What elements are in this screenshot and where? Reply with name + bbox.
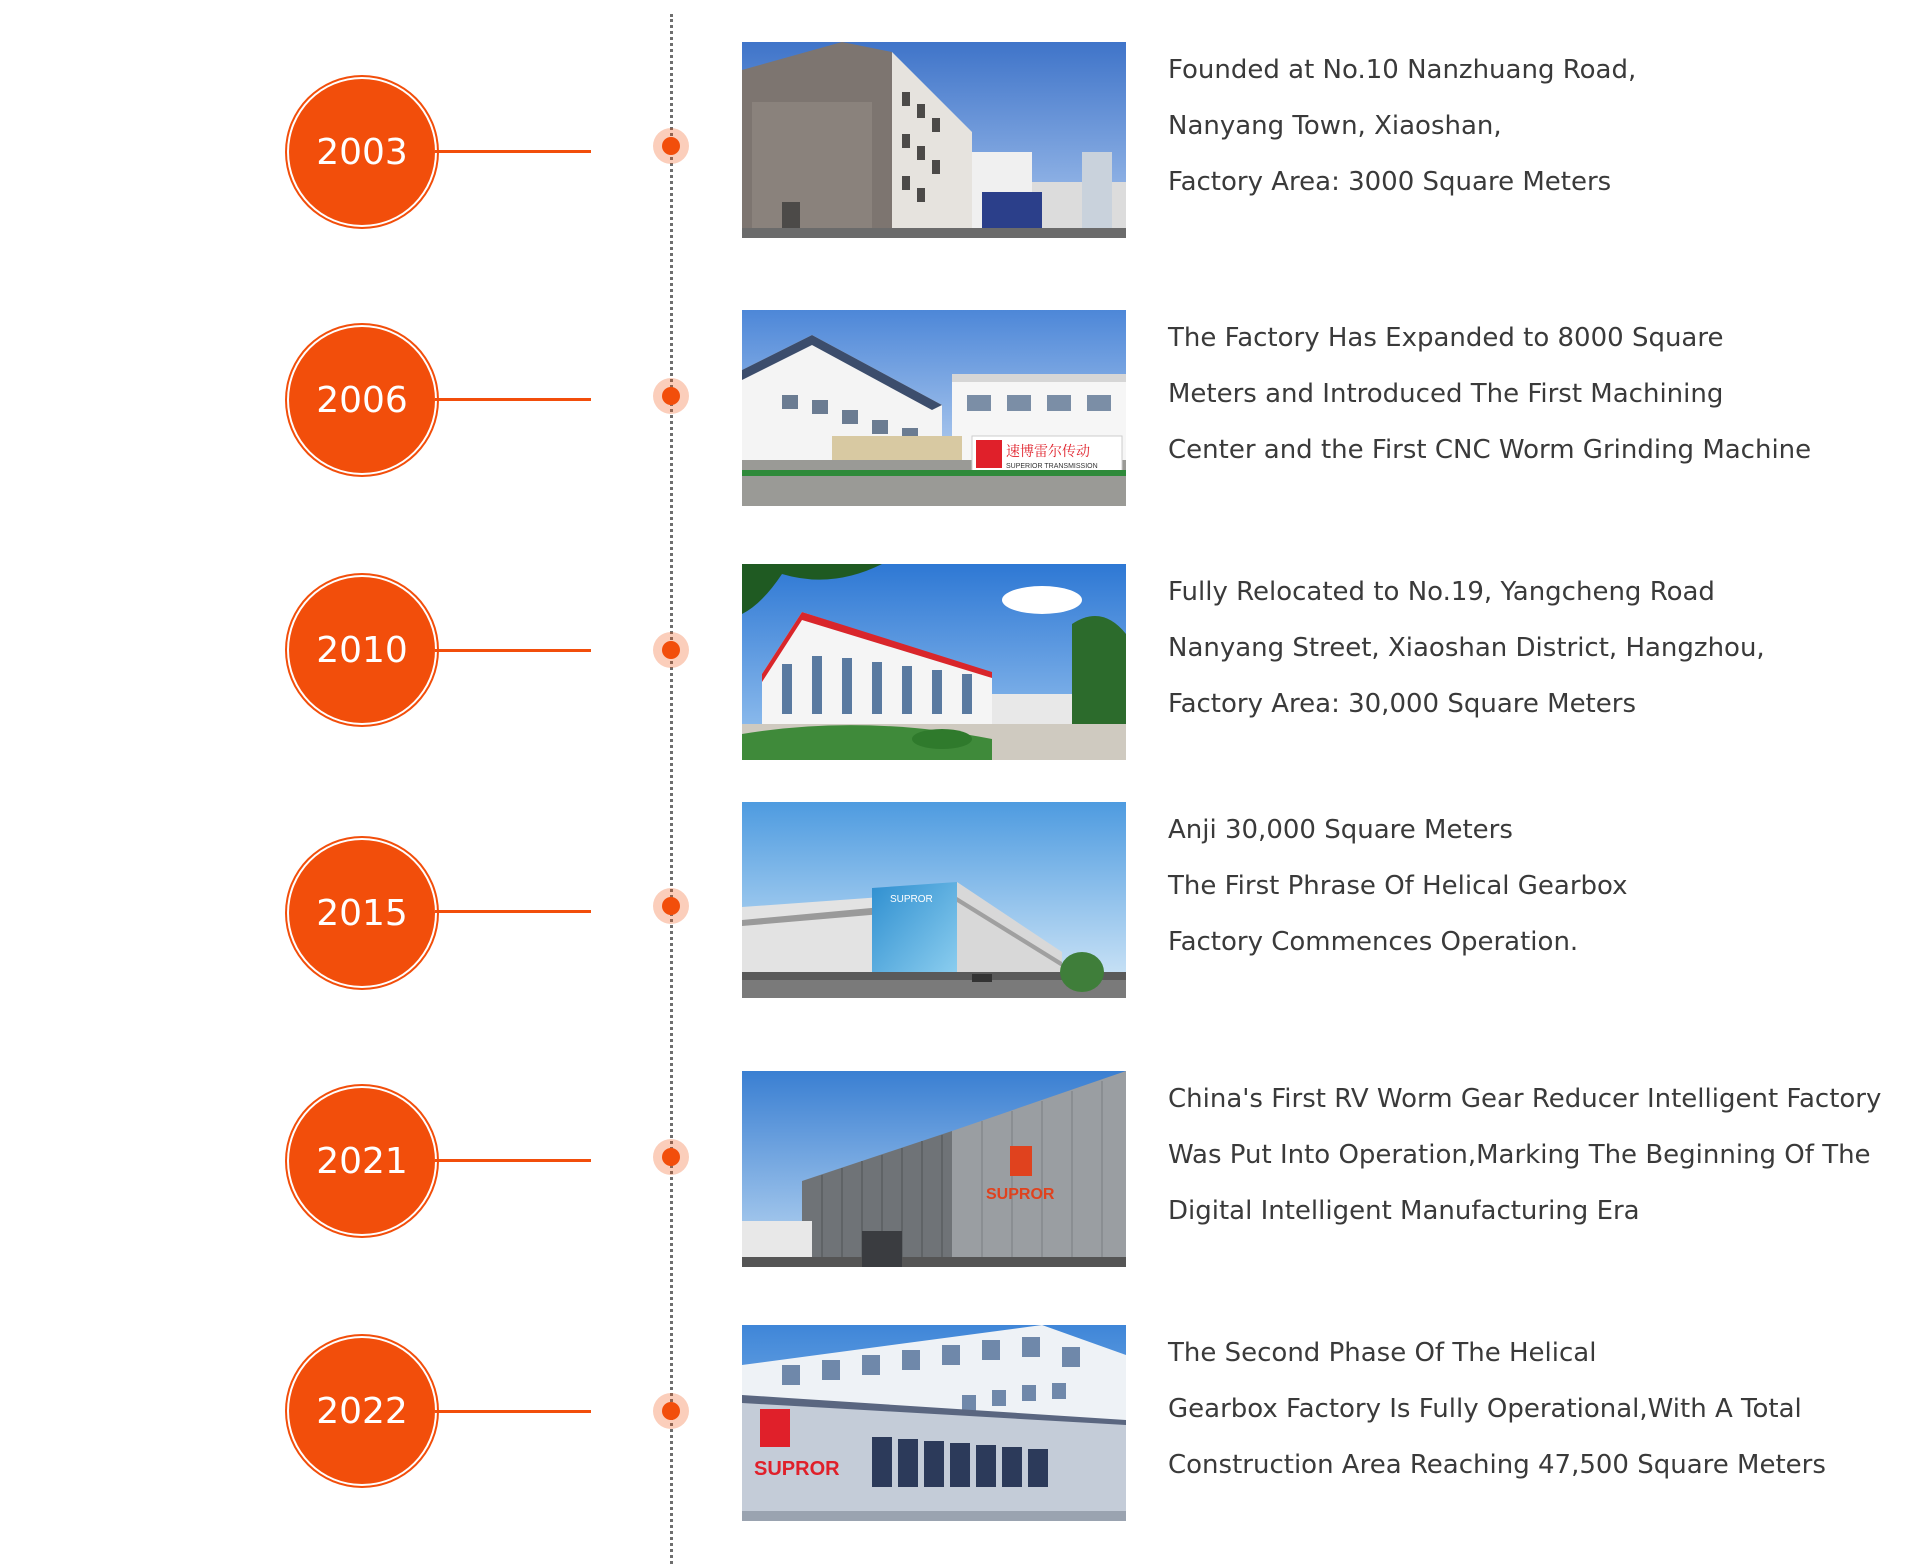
factory-photo bbox=[742, 1325, 1126, 1521]
factory-photo bbox=[742, 1071, 1126, 1267]
timeline-entry-2021 bbox=[0, 1071, 1920, 1271]
description-line: Meters and Introduced The First Machining bbox=[1168, 379, 1724, 409]
timeline-node bbox=[653, 128, 689, 164]
description-line: The Second Phase Of The Helical bbox=[1168, 1338, 1597, 1368]
timeline-entry-2022 bbox=[0, 1325, 1920, 1525]
timeline-node bbox=[653, 888, 689, 924]
year-label: 2003 bbox=[316, 131, 408, 173]
description-line: Anji 30,000 Square Meters bbox=[1168, 815, 1513, 845]
factory-photo bbox=[742, 310, 1126, 506]
year-badge bbox=[289, 79, 435, 225]
description-line: Fully Relocated to No.19, Yangcheng Road bbox=[1168, 577, 1715, 607]
description-line: Nanyang Street, Xiaoshan District, Hangzhou, bbox=[1168, 633, 1765, 663]
timeline-node bbox=[653, 1139, 689, 1175]
connector-line bbox=[435, 910, 591, 913]
entry-description bbox=[1168, 310, 1908, 478]
entry-description bbox=[1168, 564, 1908, 732]
year-label: 2022 bbox=[316, 1390, 408, 1432]
factory-photo bbox=[742, 802, 1126, 998]
description-line: Factory Area: 30,000 Square Meters bbox=[1168, 689, 1636, 719]
description-line: Factory Commences Operation. bbox=[1168, 927, 1579, 957]
description-line: China's First RV Worm Gear Reducer Intelligent Factory bbox=[1168, 1084, 1882, 1114]
year-label: 2010 bbox=[316, 629, 408, 671]
year-badge bbox=[289, 1338, 435, 1484]
factory-photo bbox=[742, 42, 1126, 238]
connector-line bbox=[435, 1410, 591, 1413]
description-line: Gearbox Factory Is Fully Operational,With A Total bbox=[1168, 1394, 1802, 1424]
year-label: 2021 bbox=[316, 1140, 408, 1182]
timeline-entry-2003 bbox=[0, 42, 1920, 242]
connector-line bbox=[435, 398, 591, 401]
timeline-entry-2006 bbox=[0, 310, 1920, 510]
entry-description bbox=[1168, 1071, 1908, 1239]
timeline-entry-2015 bbox=[0, 802, 1920, 1002]
description-line: Founded at No.10 Nanzhuang Road, bbox=[1168, 55, 1637, 85]
year-badge bbox=[289, 577, 435, 723]
sign-text: SUPROR bbox=[986, 1186, 1055, 1203]
year-badge bbox=[289, 840, 435, 986]
entry-description bbox=[1168, 42, 1908, 210]
connector-line bbox=[435, 649, 591, 652]
description-line: The First Phrase Of Helical Gearbox bbox=[1168, 871, 1628, 901]
connector-line bbox=[435, 1159, 591, 1162]
description-line: Center and the First CNC Worm Grinding Machine bbox=[1168, 435, 1812, 465]
description-line: Digital Intelligent Manufacturing Era bbox=[1168, 1196, 1640, 1226]
description-line: The Factory Has Expanded to 8000 Square bbox=[1168, 323, 1724, 353]
timeline-node bbox=[653, 1393, 689, 1429]
entry-description bbox=[1168, 802, 1908, 970]
year-badge bbox=[289, 327, 435, 473]
factory-photo bbox=[742, 564, 1126, 760]
description-line: Was Put Into Operation,Marking The Beginning Of The bbox=[1168, 1140, 1871, 1170]
sign-text: 速博雷尔传动 bbox=[1006, 443, 1090, 459]
year-badge bbox=[289, 1088, 435, 1234]
entry-description bbox=[1168, 1325, 1908, 1493]
sign-text: SUPROR bbox=[890, 894, 933, 905]
connector-line bbox=[435, 150, 591, 153]
sign-subtext: SUPERIOR TRANSMISSION bbox=[1006, 463, 1098, 470]
description-line: Factory Area: 3000 Square Meters bbox=[1168, 167, 1612, 197]
year-label: 2015 bbox=[316, 892, 408, 934]
year-label: 2006 bbox=[316, 379, 408, 421]
description-line: Construction Area Reaching 47,500 Square Meters bbox=[1168, 1450, 1826, 1480]
timeline-node bbox=[653, 632, 689, 668]
sign-text: SUPROR bbox=[754, 1458, 840, 1480]
timeline-entry-2010 bbox=[0, 564, 1920, 764]
timeline-node bbox=[653, 378, 689, 414]
description-line: Nanyang Town, Xiaoshan, bbox=[1168, 111, 1502, 141]
